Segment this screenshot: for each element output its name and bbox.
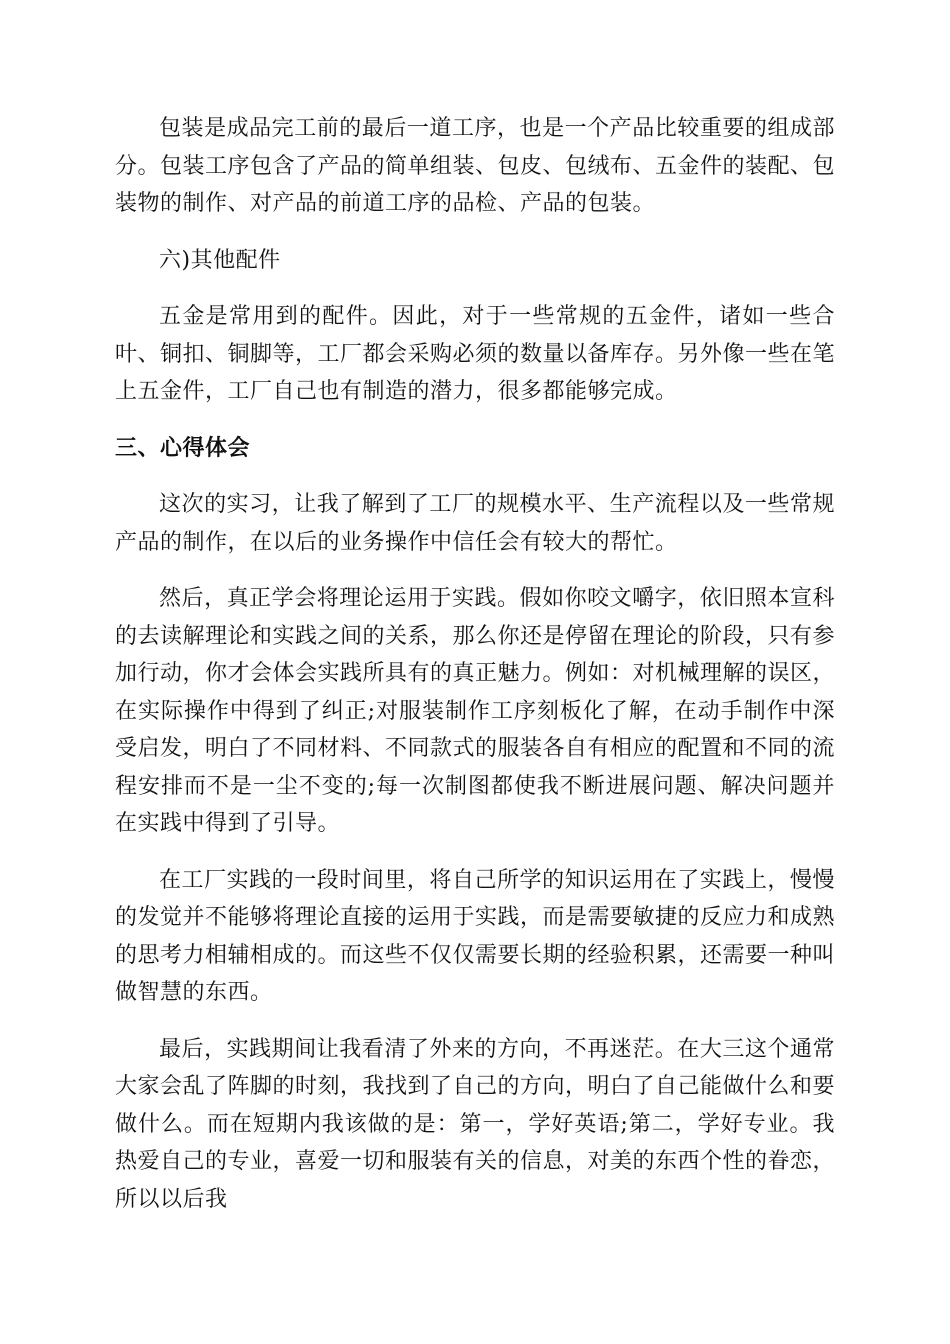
- paragraph-hardware: 五金是常用到的配件。因此，对于一些常规的五金件，诸如一些合叶、铜扣、铜脚等，工厂都会采购必须的数量以备库存。另外像一些在笔上五金件，工厂自己也有制造的潜力，很多都能够完成。: [115, 304, 836, 404]
- paragraph-packaging: 包装是成品完工前的最后一道工序，也是一个产品比较重要的组成部分。包装工序包含了产品的简单组装、包皮、包绒布、五金件的装配、包装物的制作、对产品的前道工序的品检、产品的包装。: [115, 116, 836, 216]
- paragraph-internship-summary: 这次的实习，让我了解到了工厂的规模水平、生产流程以及一些常规产品的制作，在以后的业务操作中信任会有较大的帮忙。: [115, 492, 835, 555]
- paragraph-factory-practice: 在工厂实践的一段时间里，将自己所学的知识运用在了实践上，慢慢的发觉并不能够将理论直接的运用于实践，而是需要敏捷的反应力和成熟的思考力相辅相成的。而这些不仅仅需要长期的经验积累，还需要一种叫做智慧的东西。: [115, 867, 836, 1005]
- section-heading-reflections: 三、心得体会: [115, 435, 251, 461]
- subheading-other-accessories: 六)其他配件: [159, 247, 281, 273]
- paragraph-future-direction: 最后，实践期间让我看清了外来的方向，不再迷茫。在大三这个通常大家会乱了阵脚的时刻，我找到了自己的方向，明白了自己能做什么和要做什么。而在短期内我该做的是：第一，学好英语;第二，学好专业。我热爱自己的专业，喜爱一切和服装有关的信息，对美的东西个性的眷恋，所以以后我: [115, 1036, 836, 1212]
- paragraph-theory-practice: 然后，真正学会将理论运用于实践。假如你咬文嚼字，依旧照本宣科的去读解理论和实践之间的关系，那么你还是停留在理论的阶段，只有参加行动，你才会体会实践所具有的真正魅力。例如：对机械理解的误区，在实际操作中得到了纠正;对服装制作工序刻板化了解，在动手制作中深受启发，明白了不同材料、不同款式的服装各自有相应的配置和不同的流程安排而不是一尘不变的;每一次制图都使我不断进展问题、解决问题并在实践中得到了引导。: [115, 586, 836, 836]
- document-body: [115, 110, 835, 1237]
